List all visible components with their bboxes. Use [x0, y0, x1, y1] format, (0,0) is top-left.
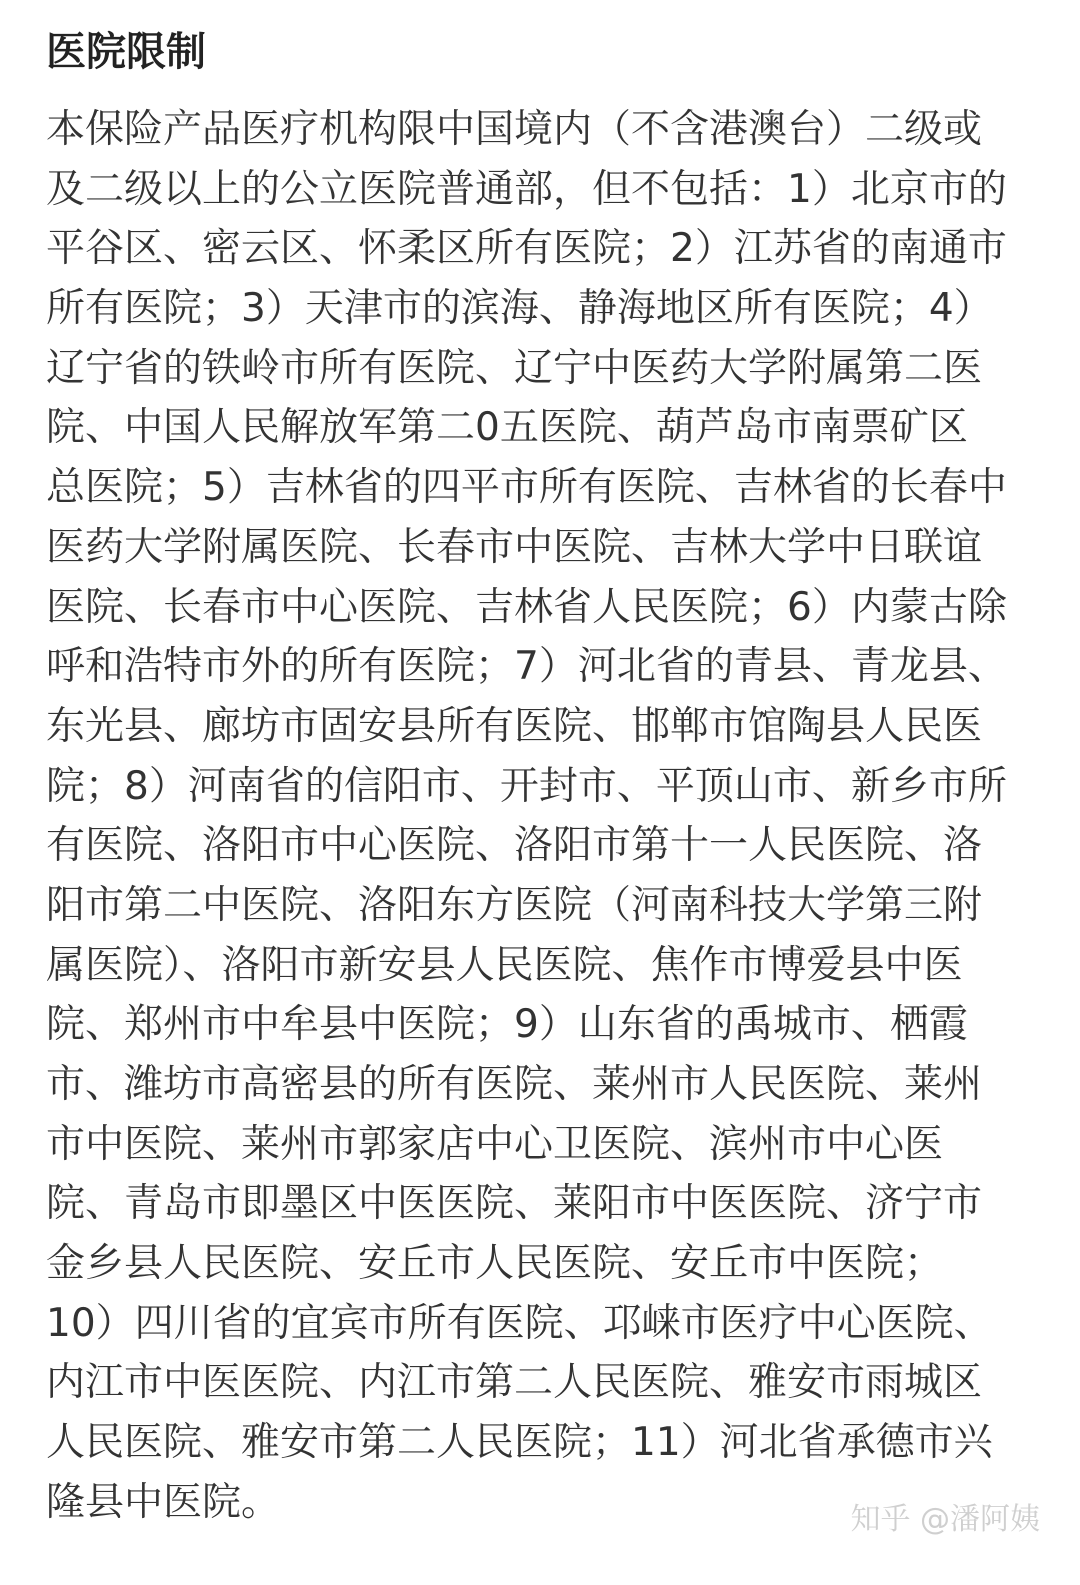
body-line: 医院、长春市中心医院、吉林省人民医院；6）内蒙古除	[46, 584, 1007, 630]
body-line: 金乡县人民医院、安丘市人民医院、安丘市中医院；	[46, 1241, 944, 1287]
body-line: 人民医院、雅安市第二人民医院；11）河北省承德市兴	[46, 1420, 993, 1466]
body-line: 院、中国人民解放军第二0五医院、葫芦岛市南票矿区	[46, 405, 968, 451]
body-line: 呼和浩特市外的所有医院；7）河北省的青县、青龙县、	[46, 644, 1007, 690]
body-line: 阳市第二中医院、洛阳东方医院（河南科技大学第三附	[46, 882, 983, 928]
body-line: 医药大学附属医院、长春市中医院、吉林大学中日联谊	[46, 524, 983, 570]
body-line: 属医院）、洛阳市新安县人民医院、焦作市博爱县中医	[46, 942, 963, 988]
section-heading: 医院限制	[46, 29, 206, 75]
body-line: 隆县中医院。	[46, 1479, 281, 1525]
body-line: 总医院；5）吉林省的四平市所有医院、吉林省的长春中	[46, 465, 1007, 511]
body-line: 市中医院、莱州市郭家店中心卫医院、滨州市中心医	[46, 1121, 944, 1167]
body-paragraph	[46, 100, 1036, 1533]
body-line: 平谷区、密云区、怀柔区所有医院；2）江苏省的南通市	[46, 226, 1007, 272]
body-line: 辽宁省的铁岭市所有医院、辽宁中医药大学附属第二医	[46, 345, 983, 391]
body-line: 院；8）河南省的信阳市、开封市、平顶山市、新乡市所	[46, 763, 1007, 809]
body-line: 内江市中医医院、内江市第二人民医院、雅安市雨城区	[46, 1360, 983, 1406]
body-line: 及二级以上的公立医院普通部，但不包括：1）北京市的	[46, 166, 1007, 212]
body-line: 院、青岛市即墨区中医医院、莱阳市中医医院、济宁市	[46, 1181, 983, 1227]
body-line: 市、潍坊市高密县的所有医院、莱州市人民医院、莱州	[46, 1062, 983, 1107]
body-line: 东光县、廊坊市固安县所有医院、邯郸市馆陶县人民医	[46, 703, 983, 749]
body-line: 所有医院；3）天津市的滨海、静海地区所有医院；4）	[46, 286, 993, 332]
body-line: 本保险产品医疗机构限中国境内（不含港澳台）二级或	[46, 107, 983, 152]
zhihu-watermark: 知乎 @潘阿姨	[850, 1502, 1040, 1537]
body-line: 10）四川省的宜宾市所有医院、邛崃市医疗中心医院、	[46, 1300, 993, 1346]
body-line: 有医院、洛阳市中心医院、洛阳市第十一人民医院、洛	[46, 823, 983, 869]
body-line: 院、郑州市中牟县中医院；9）山东省的禹城市、栖霞	[46, 1002, 968, 1048]
